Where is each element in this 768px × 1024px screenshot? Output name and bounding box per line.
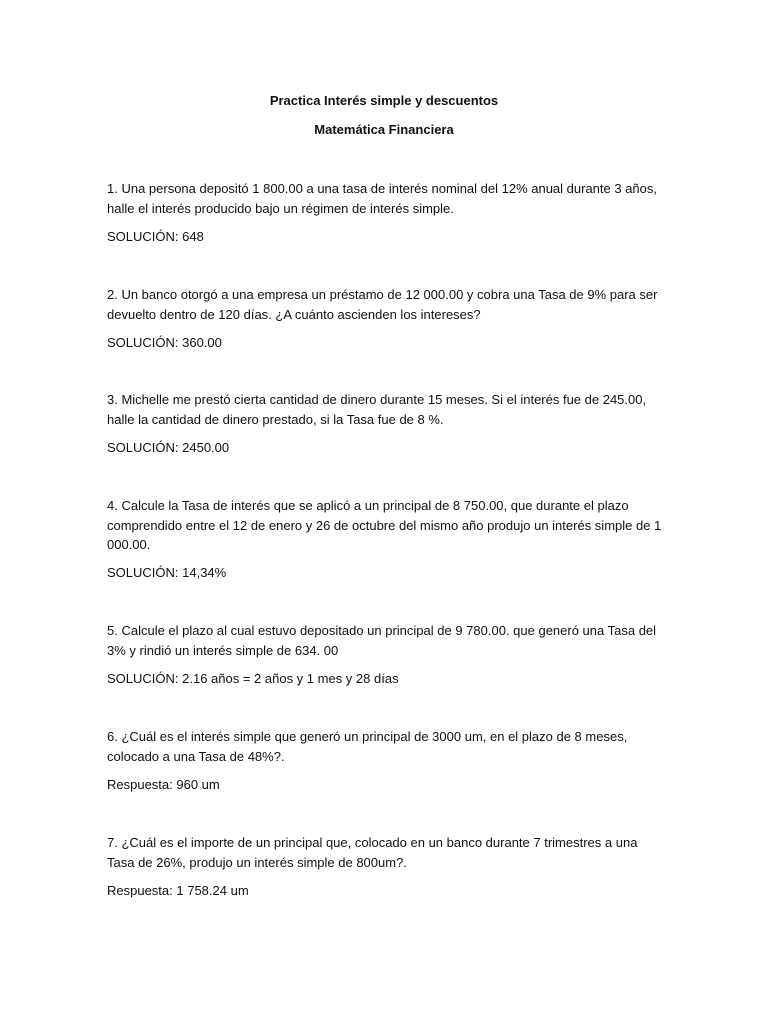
problem-answer: SOLUCIÓN: 360.00 [107, 335, 222, 350]
problem-3 [107, 390, 667, 455]
problem-answer: SOLUCIÓN: 648 [107, 229, 204, 244]
problem-2 [107, 285, 667, 350]
document-subtitle: Matemática Financiera [314, 122, 454, 137]
problem-7 [107, 833, 667, 898]
problem-answer: Respuesta: 960 um [107, 777, 220, 792]
document-title: Practica Interés simple y descuentos [269, 93, 499, 108]
problem-answer: SOLUCIÓN: 14,34% [107, 565, 227, 580]
problem-question: 7. ¿Cuál es el importe de un principal que, colocado en un banco durante 7 trimestres a una Tasa de 26%, produjo un interés simple de 800um?. [107, 835, 638, 870]
problem-question: 1. Una persona depositó 1 800.00 a una tasa de interés nominal del 12% anual durante 3 años, halle el interés producido bajo un régimen de interés simple. [107, 181, 658, 216]
problem-4 [107, 496, 667, 580]
problem-6 [107, 727, 667, 792]
problem-question: 2. Un banco otorgó a una empresa un préstamo de 12 000.00 y cobra una Tasa de 9% para ser devuelto dentro de 120 días. ¿A cuánto ascienden los intereses? [107, 287, 658, 322]
problem-answer: Respuesta: 1 758.24 um [107, 883, 249, 898]
problem-question: 4. Calcule la Tasa de interés que se aplicó a un principal de 8 750.00, que durante el plazo comprendido entre el 12 de enero y 26 de octubre del mismo año produjo un interés simple de 1 000.00. [107, 498, 662, 552]
problem-question: 6. ¿Cuál es el interés simple que generó un principal de 3000 um, en el plazo de 8 meses, colocado a una Tasa de 48%?. [107, 729, 628, 764]
problem-question: 5. Calcule el plazo al cual estuvo depositado un principal de 9 780.00. que generó una Tasa del 3% y rindió un interés simple de 634. 00 [107, 623, 657, 658]
problem-answer: SOLUCIÓN: 2450.00 [107, 440, 230, 455]
problem-answer: SOLUCIÓN: 2.16 años = 2 años y 1 mes y 28 días [107, 671, 399, 686]
problem-5 [107, 621, 667, 686]
problem-1 [107, 179, 667, 244]
problem-question: 3. Michelle me prestó cierta cantidad de dinero durante 15 meses. Si el interés fue de 245.00, halle la cantidad de dinero prestado, si la Tasa fue de 8 %. [107, 392, 647, 427]
